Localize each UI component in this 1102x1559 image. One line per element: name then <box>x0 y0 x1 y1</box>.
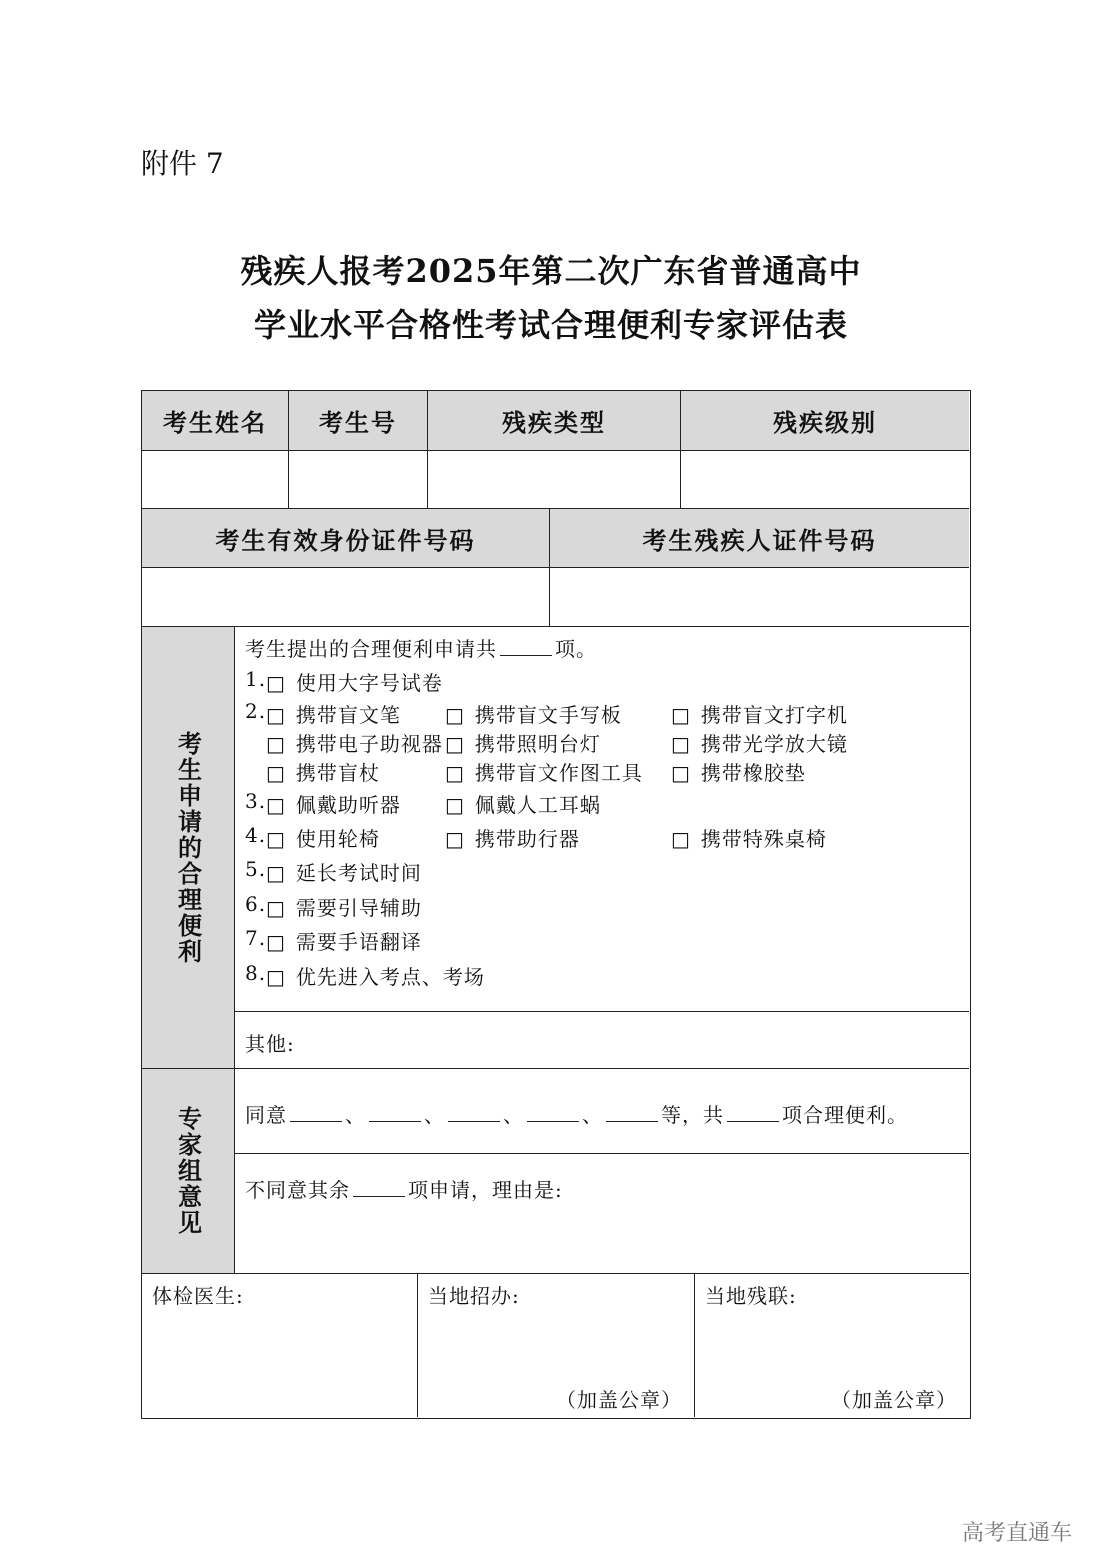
checkbox[interactable]: □ <box>266 732 286 756</box>
option-item <box>266 892 422 921</box>
seal-note-exam-office: （加盖公章） <box>556 1388 682 1412</box>
disagree-count-blank[interactable] <box>353 1178 405 1197</box>
checkbox[interactable]: □ <box>266 896 286 920</box>
apply-count-blank[interactable] <box>500 637 552 656</box>
checkbox[interactable]: □ <box>266 761 286 785</box>
option-label: 延长考试时间 <box>295 861 422 885</box>
checkbox[interactable]: □ <box>266 930 286 954</box>
expert-agree-cell <box>235 1069 969 1154</box>
agree-count-blank[interactable] <box>727 1103 779 1122</box>
sig-exam-office-label: 当地招办: <box>428 1284 520 1308</box>
option-label: 需要手语翻译 <box>295 930 422 954</box>
item-number: 2. <box>245 699 267 723</box>
expert-disagree-line: 不同意其余 项申请，理由是: <box>245 1178 563 1202</box>
option-label: 携带盲文作图工具 <box>474 761 643 785</box>
option-item <box>266 789 401 818</box>
option-item <box>266 926 422 955</box>
option-item <box>671 699 848 728</box>
item-number: 8. <box>245 961 267 985</box>
header-name: 考生姓名 <box>142 391 289 451</box>
agree-blank-2[interactable] <box>369 1103 421 1122</box>
expert-agree-line: 同意 、 、 、 、 等，共 项合理便利。 <box>245 1103 908 1127</box>
option-label: 使用轮椅 <box>295 827 380 851</box>
section-expert-label <box>142 1069 235 1274</box>
option-label: 携带盲文笔 <box>295 703 401 727</box>
option-label: 佩戴人工耳蜗 <box>474 793 601 817</box>
checkbox[interactable]: □ <box>266 671 286 695</box>
option-item <box>671 728 848 757</box>
option-item <box>445 757 643 786</box>
agree-blank-4[interactable] <box>527 1103 579 1122</box>
assessment-form <box>141 390 971 1419</box>
sig-disabled-fed-label: 当地残联: <box>705 1284 797 1308</box>
seal-note-disabled-fed: （加盖公章） <box>831 1388 957 1412</box>
checkbox[interactable]: □ <box>445 827 465 851</box>
option-label: 携带盲文手写板 <box>474 703 622 727</box>
option-item <box>671 823 827 852</box>
section-apply-label <box>142 627 235 1069</box>
checkbox[interactable]: □ <box>671 827 691 851</box>
checkbox[interactable]: □ <box>266 793 286 817</box>
option-item <box>445 699 622 728</box>
annex-label: 附件 7 <box>141 147 224 180</box>
apply-other-cell[interactable] <box>235 1012 969 1069</box>
option-item <box>445 789 601 818</box>
title-line-2: 学业水平合格性考试合理便利专家评估表 <box>253 306 848 344</box>
apply-other-label: 其他: <box>245 1032 295 1056</box>
checkbox[interactable]: □ <box>445 761 465 785</box>
option-label: 携带盲杖 <box>295 761 380 785</box>
header-disability-level: 残疾级别 <box>681 391 969 451</box>
item-number: 6. <box>245 892 267 916</box>
option-item <box>445 728 601 757</box>
option-label: 佩戴助听器 <box>295 793 401 817</box>
option-item <box>671 757 806 786</box>
option-label: 携带盲文打字机 <box>700 703 848 727</box>
expert-disagree-cell <box>235 1154 969 1274</box>
checkbox[interactable]: □ <box>445 793 465 817</box>
sig-exam-office-cell[interactable] <box>418 1274 695 1417</box>
option-item <box>266 961 485 990</box>
option-label: 携带照明台灯 <box>474 732 601 756</box>
option-item <box>266 823 380 852</box>
option-item <box>266 728 443 757</box>
item-number: 4. <box>245 823 267 847</box>
option-label: 使用大字号试卷 <box>295 671 443 695</box>
section-expert-text: 专家组意见 <box>173 1106 203 1236</box>
option-item <box>266 757 380 786</box>
item-number: 7. <box>245 926 267 950</box>
item-number: 5. <box>245 857 267 881</box>
checkbox[interactable]: □ <box>266 861 286 885</box>
option-label: 需要引导辅助 <box>295 896 422 920</box>
checkbox[interactable]: □ <box>445 732 465 756</box>
option-label: 携带光学放大镜 <box>700 732 848 756</box>
field-name[interactable] <box>142 451 289 509</box>
sig-doctor-label: 体检医生: <box>152 1284 244 1308</box>
checkbox[interactable]: □ <box>671 732 691 756</box>
field-disability-level[interactable] <box>681 451 969 509</box>
item-number: 1. <box>245 667 267 691</box>
option-item <box>266 857 422 886</box>
option-label: 携带助行器 <box>474 827 580 851</box>
option-label: 携带橡胶垫 <box>700 761 806 785</box>
checkbox[interactable]: □ <box>266 827 286 851</box>
option-label: 优先进入考点、考场 <box>295 965 485 989</box>
checkbox[interactable]: □ <box>445 703 465 727</box>
agree-blank-3[interactable] <box>448 1103 500 1122</box>
watermark: 高考直通车 <box>961 1521 1072 1546</box>
option-label: 携带特殊桌椅 <box>700 827 827 851</box>
header-id-no: 考生有效身份证件号码 <box>142 509 550 568</box>
checkbox[interactable]: □ <box>671 703 691 727</box>
item-number: 3. <box>245 789 267 813</box>
agree-blank-5[interactable] <box>606 1103 658 1122</box>
field-disability-type[interactable] <box>428 451 681 509</box>
section-apply-text: 考生申请的合理便利 <box>173 730 203 965</box>
checkbox[interactable]: □ <box>671 761 691 785</box>
apply-intro: 考生提出的合理便利申请共 项。 <box>245 637 597 661</box>
option-item <box>445 823 580 852</box>
field-disability-cert-no[interactable] <box>550 568 969 627</box>
agree-blank-1[interactable] <box>290 1103 342 1122</box>
checkbox[interactable]: □ <box>266 965 286 989</box>
sig-doctor-cell[interactable] <box>142 1274 418 1417</box>
header-exam-no: 考生号 <box>289 391 428 451</box>
field-exam-no[interactable] <box>289 451 428 509</box>
title-line-1: 残疾人报考2025年第二次广东省普通高中 <box>240 252 862 290</box>
option-label: 携带电子助视器 <box>295 732 443 756</box>
field-id-no[interactable] <box>142 568 550 627</box>
option-item <box>266 699 401 728</box>
sig-disabled-fed-cell[interactable] <box>695 1274 969 1417</box>
checkbox[interactable]: □ <box>266 703 286 727</box>
header-disability-cert-no: 考生残疾人证件号码 <box>550 509 969 568</box>
apply-items-cell <box>235 627 969 1012</box>
option-item <box>266 667 443 696</box>
header-disability-type: 残疾类型 <box>428 391 681 451</box>
